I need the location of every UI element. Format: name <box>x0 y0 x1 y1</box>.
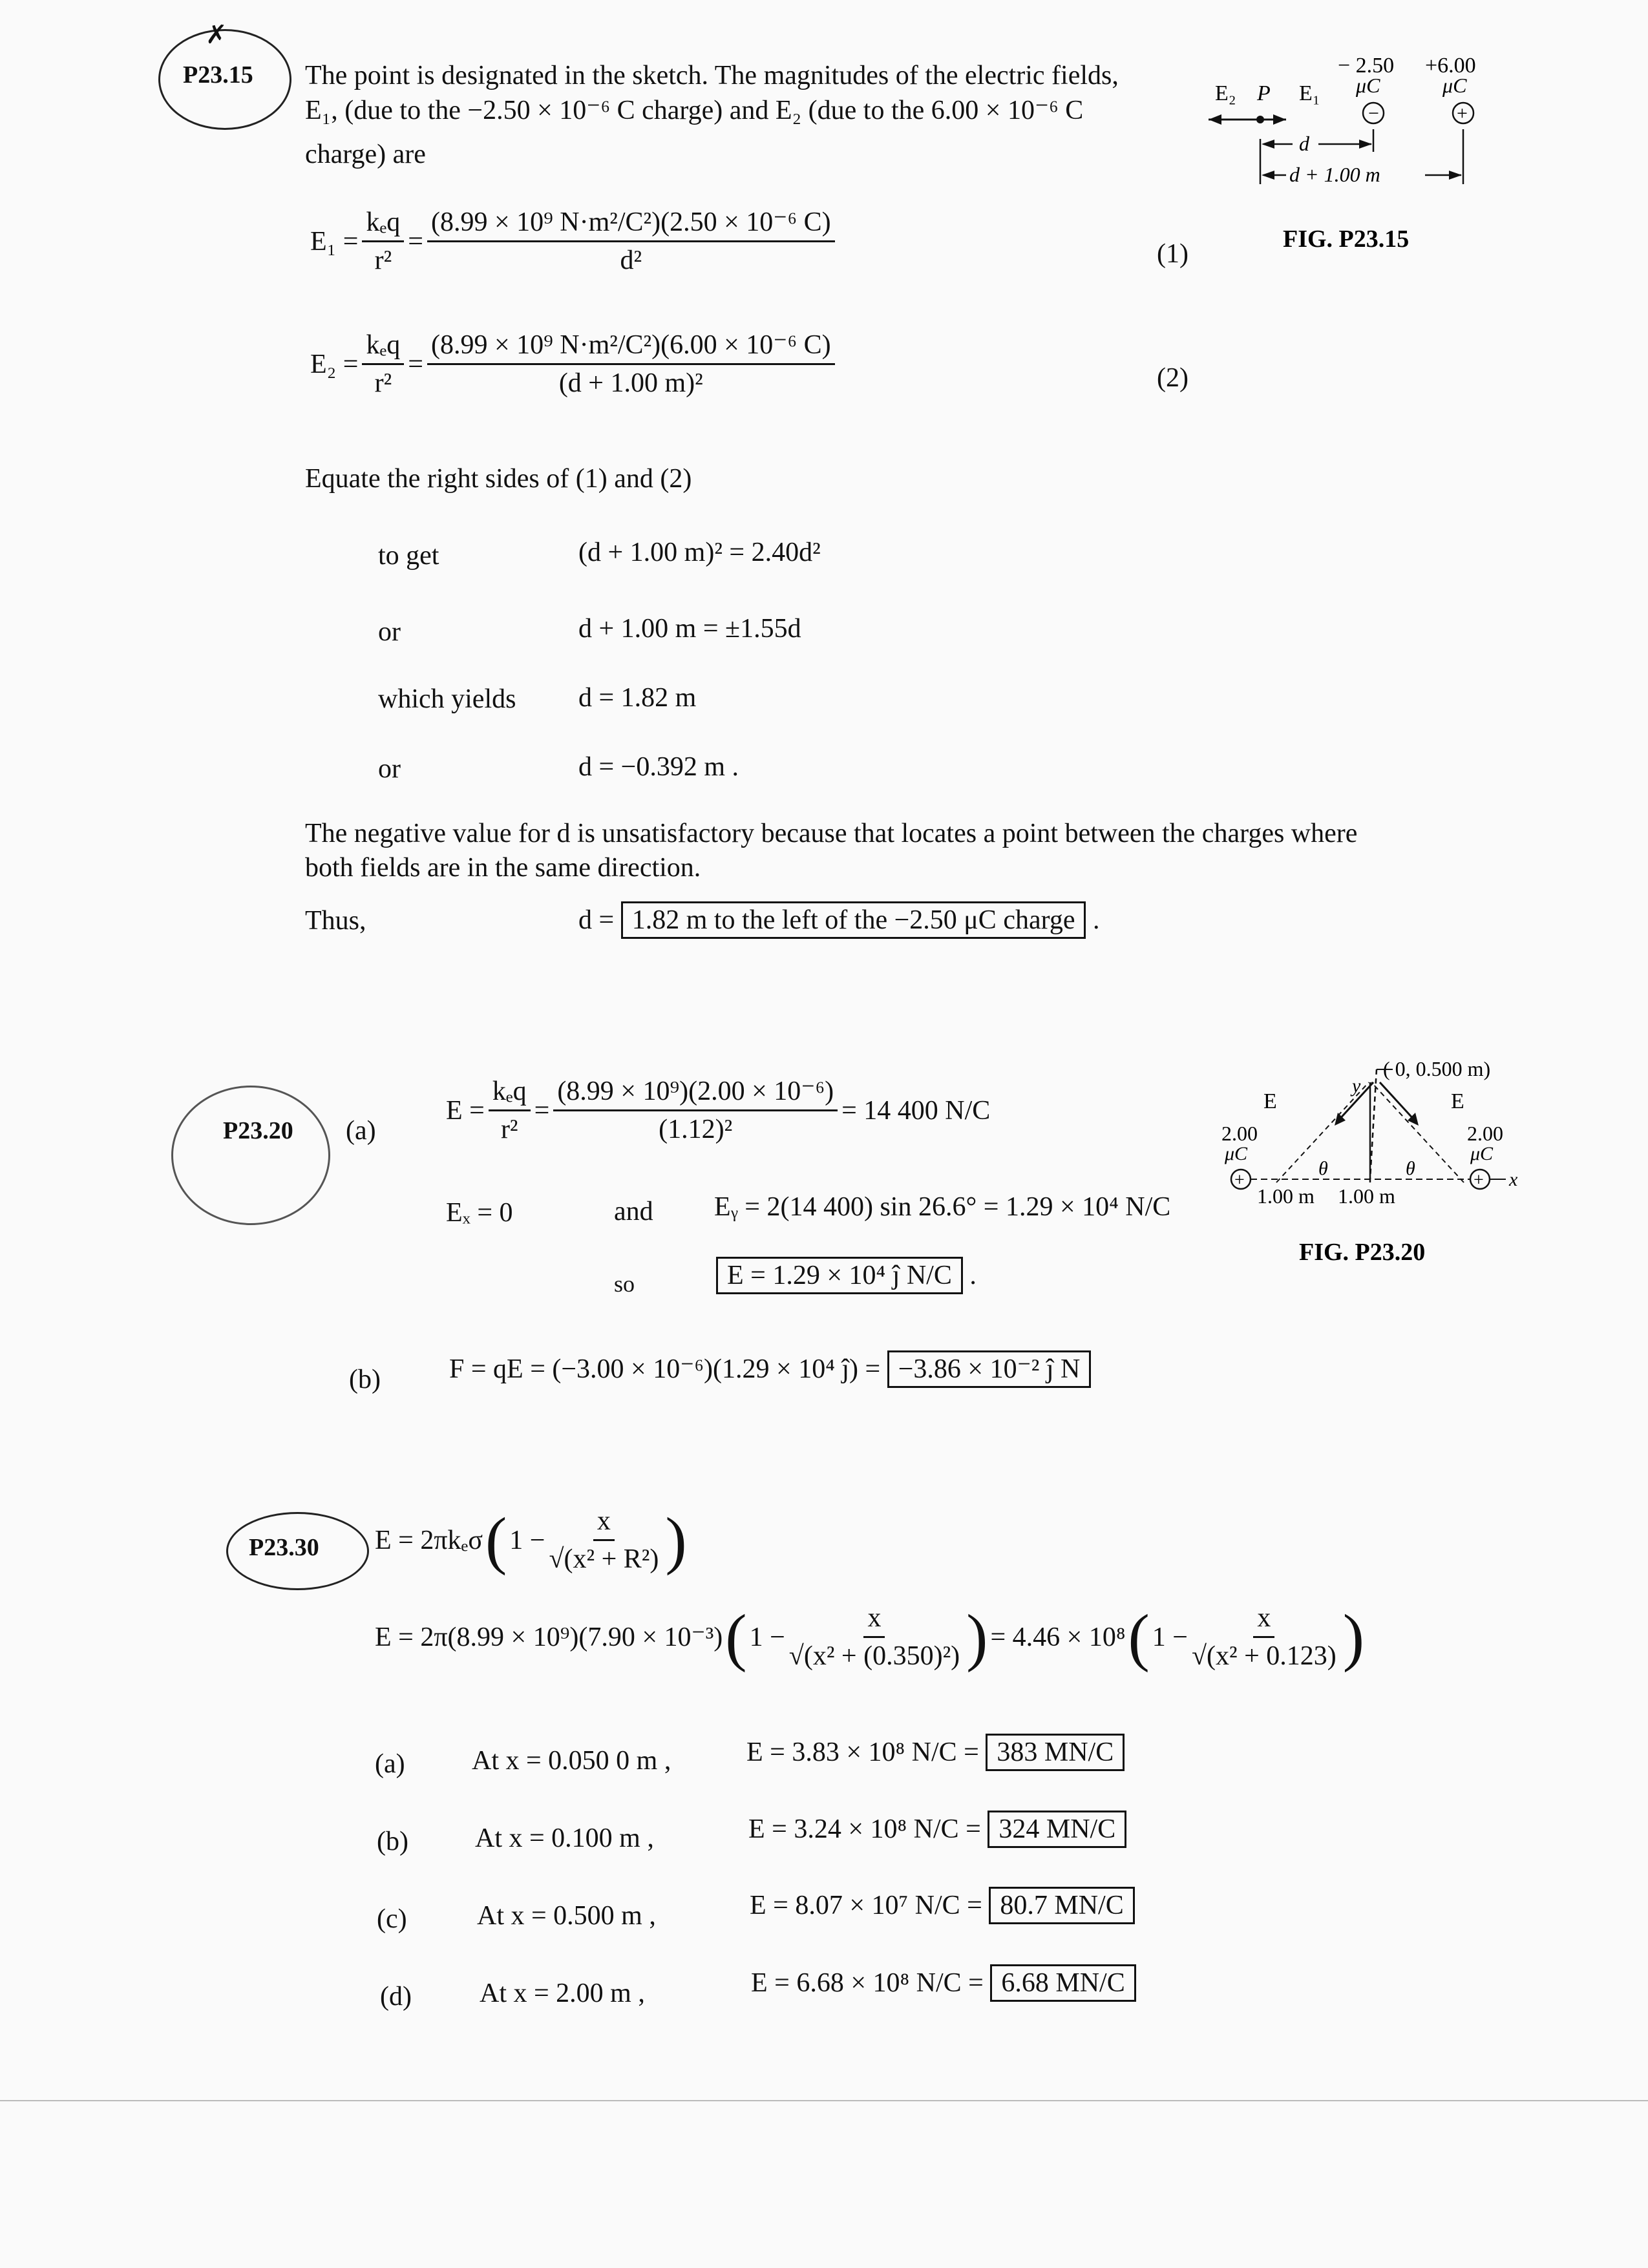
q-left-value: 2.00 <box>1221 1122 1258 1145</box>
general-formula: E = 2πkₑσ ( 1 − $\frac{x}{\text{√(x² + R²)}}$ ) <box>375 1504 687 1576</box>
e-vector-answer: E = 1.29 × 10⁴ ĵ N/C . <box>716 1257 977 1294</box>
part-at: At x = 0.500 m , <box>477 1901 656 1931</box>
eq2-numeric-fraction: $\frac{\text{(8.99 × 10⁹ N·m²/C²)(6.00 × 10⁻⁶ C)}}{\text{(d + 1.00 m)²}}$ <box>427 330 835 399</box>
calc-result: = 14 400 N/C <box>841 1095 991 1126</box>
step-left: or <box>378 617 401 647</box>
ke-fraction: $\frac{\text{kₑq}}{\text{r²}}$ <box>489 1076 531 1145</box>
boxed-answer: 324 MN/C <box>988 1811 1126 1848</box>
part-tag: (d) <box>380 1982 412 2011</box>
boxed-answer: E = 1.29 × 10⁴ ĵ N/C <box>716 1257 963 1294</box>
eq2-tag: (2) <box>1157 363 1188 393</box>
dist-right: 1.00 m <box>1338 1184 1395 1208</box>
e2-label: E₂ <box>1215 81 1236 105</box>
answer-lhs: d = <box>578 905 615 935</box>
problem-label-p2315: P23.15 <box>183 61 253 89</box>
e-right-label: E <box>1451 1089 1464 1113</box>
note-line-2: both fields are in the same direction. <box>305 853 701 883</box>
eq1-ke-fraction: $\frac{\text{kₑq}}{\text{r²}}$ <box>362 207 404 276</box>
q-right-value: 2.00 <box>1467 1122 1503 1145</box>
figure-caption: FIG. P23.20 <box>1299 1239 1426 1266</box>
p-label: P <box>1257 81 1271 105</box>
dist-left: 1.00 m <box>1257 1184 1315 1208</box>
svg-text:+: + <box>1234 1170 1245 1190</box>
part-at: At x = 0.050 0 m , <box>472 1746 671 1776</box>
svg-text:+: + <box>1457 103 1468 124</box>
theta-left: θ <box>1318 1158 1328 1179</box>
equate-text: Equate the right sides of (1) and (2) <box>305 464 692 494</box>
q1-unit: μC <box>1356 74 1380 97</box>
force-equation: F = qE = (−3.00 × 10⁻⁶)(1.29 × 10⁴ ĵ) = −3.86 × 10⁻² ĵ N <box>449 1350 1091 1388</box>
step-right: d = 1.82 m <box>578 683 697 713</box>
formula-fraction: $\frac{x}{\text{√(x² + R²)}}$ <box>549 1506 659 1574</box>
part-value: E = 6.68 × 10⁸ N/C = 6.68 MN/C <box>751 1964 1136 2002</box>
part-a-label: (a) <box>346 1116 376 1146</box>
final-answer: d = 1.82 m to the left of the −2.50 μC charge . <box>578 901 1099 939</box>
step-right: (d + 1.00 m)² = 2.40d² <box>578 538 821 567</box>
y-axis-label: y <box>1352 1075 1361 1097</box>
substituted-formula: E = 2π(8.99 × 10⁹)(7.90 × 10⁻³) ( 1 − $\frac{x}{\text{√(x² + (0.350)²)}}$ ) = 4.46 × 10⁸ ( 1 − $\frac{x}{\text{√(x² + 0.123)}}$ ) <box>375 1601 1365 1673</box>
figure-p2315 <box>1202 48 1499 255</box>
part-b-label: (b) <box>349 1365 381 1394</box>
e-left-label: E <box>1263 1089 1277 1113</box>
thus-label: Thus, <box>305 906 366 936</box>
eq1-numeric-fraction: $\frac{\text{(8.99 × 10⁹ N·m²/C²)(2.50 × 10⁻⁶ C)}}{\text{d²}}$ <box>427 207 835 276</box>
sub-fraction-2: $\frac{x}{\text{√(x² + 0.123)}}$ <box>1191 1603 1336 1671</box>
checkmark-icon: ✗ <box>206 20 227 49</box>
dim-d: d <box>1299 132 1309 155</box>
boxed-answer: 1.82 m to the left of the −2.50 μC charge <box>621 901 1086 939</box>
figure-caption: FIG. P23.15 <box>1283 226 1410 253</box>
problem-label-p2330: P23.30 <box>249 1534 319 1561</box>
part-at: At x = 2.00 m , <box>480 1979 645 2008</box>
q-left-unit: μC <box>1225 1143 1248 1164</box>
part-at: At x = 0.100 m , <box>475 1823 654 1853</box>
q1-value: − 2.50 <box>1338 54 1395 78</box>
boxed-answer: 80.7 MN/C <box>989 1887 1134 1924</box>
and-text: and <box>614 1197 653 1226</box>
boxed-answer: 6.68 MN/C <box>990 1964 1136 2002</box>
part-tag: (a) <box>375 1749 405 1779</box>
ey-value: Eᵧ = 2(14 400) sin 26.6° = 1.29 × 10⁴ N/C <box>714 1192 1171 1222</box>
eq2-lhs: E₂ = <box>310 349 359 379</box>
q2-value: +6.00 <box>1425 54 1476 78</box>
part-tag: (c) <box>377 1904 407 1934</box>
step-left: to get <box>378 541 439 571</box>
intro-line-2: E₁, (due to the −2.50 × 10⁻⁶ C charge) and E₂ (due to the 6.00 × 10⁻⁶ C <box>305 96 1084 125</box>
step-left: which yields <box>378 684 516 714</box>
part-value: E = 3.83 × 10⁸ N/C = 383 MN/C <box>746 1734 1125 1771</box>
equation-1: E₁ = $\frac{\text{kₑq}}{\text{r²}}$ = $\frac{\text{(8.99 × 10⁹ N·m²/C²)(2.50 × 10⁻⁶ C)}}{\text{d²}}$ <box>310 207 839 276</box>
q2-unit: μC <box>1442 74 1467 97</box>
intro-line-1: The point is designated in the sketch. The magnitudes of the electric fields, <box>305 61 1119 90</box>
p2320-equation: E = $\frac{\text{kₑq}}{\text{r²}}$ = $\frac{\text{(8.99 × 10⁹)(2.00 × 10⁻⁶)}}{\text{(1.12)²}}$ = 14 400 N/C <box>446 1076 991 1144</box>
numeric-fraction: $\frac{\text{(8.99 × 10⁹)(2.00 × 10⁻⁶)}}{\text{(1.12)²}}$ <box>553 1076 838 1145</box>
svg-text:+: + <box>1474 1170 1484 1190</box>
step-left: or <box>378 754 401 784</box>
intro-line-3: charge) are <box>305 140 426 169</box>
part-value: E = 8.07 × 10⁷ N/C = 80.7 MN/C <box>750 1887 1135 1924</box>
eq1-tag: (1) <box>1157 239 1188 269</box>
x-axis-label: x <box>1509 1169 1518 1190</box>
ex-zero: Eₓ = 0 <box>446 1198 513 1228</box>
e1-label: E₁ <box>1299 81 1320 105</box>
note-line-1: The negative value for d is unsatisfactory because that locates a point between the charges where <box>305 819 1358 848</box>
dim-d-plus: d + 1.00 m <box>1289 163 1380 186</box>
so-text: so <box>614 1271 635 1297</box>
page-bottom-rule <box>0 2100 1648 2101</box>
part-value: E = 3.24 × 10⁸ N/C = 324 MN/C <box>748 1811 1126 1848</box>
sub-fraction: $\frac{x}{\text{√(x² + (0.350)²)}}$ <box>788 1603 960 1671</box>
theta-right: θ <box>1406 1158 1415 1179</box>
boxed-answer: −3.86 × 10⁻² ĵ N <box>887 1350 1092 1388</box>
equation-2: E₂ = $\frac{\text{kₑq}}{\text{r²}}$ = $\frac{\text{(8.99 × 10⁹ N·m²/C²)(6.00 × 10⁻⁶ C)}}{\text{(d + 1.00 m)²}}$ <box>310 330 839 399</box>
step-right: d + 1.00 m = ±1.55d <box>578 614 801 644</box>
boxed-answer: 383 MN/C <box>986 1734 1125 1771</box>
step-right: d = −0.392 m . <box>578 752 739 782</box>
eq2-ke-fraction: $\frac{\text{kₑq}}{\text{r²}}$ <box>362 330 404 399</box>
figure-p2320 <box>1209 1053 1538 1279</box>
point-label: ( 0, 0.500 m) <box>1383 1057 1491 1080</box>
q-right-unit: μC <box>1470 1143 1494 1164</box>
part-tag: (b) <box>377 1827 408 1856</box>
label-circle-p2320 <box>171 1086 330 1225</box>
svg-text:−: − <box>1368 103 1379 124</box>
problem-label-p2320: P23.20 <box>223 1117 293 1144</box>
eq1-lhs: E₁ = <box>310 226 359 257</box>
